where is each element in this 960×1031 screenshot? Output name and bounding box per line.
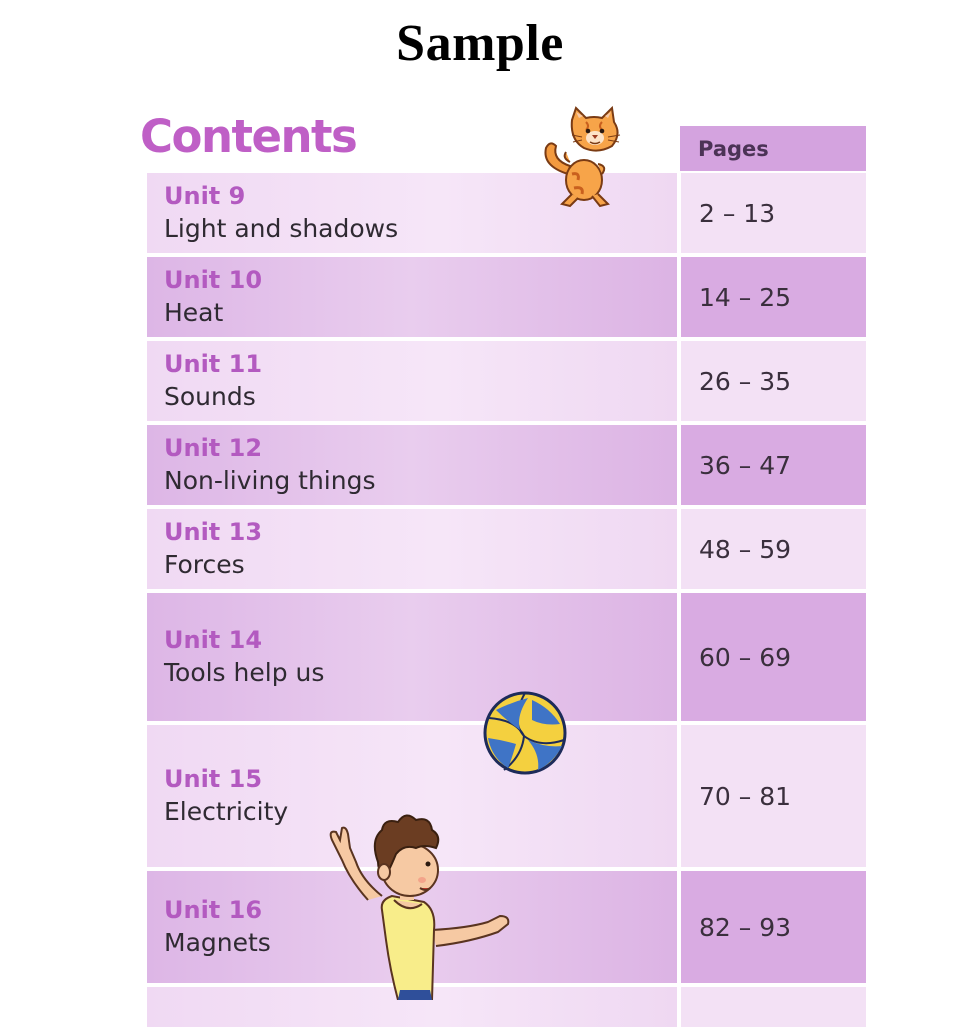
- unit-cell: [147, 509, 677, 589]
- volleyball-illustration: [482, 690, 568, 776]
- unit-title: Sounds: [164, 382, 256, 411]
- unit-cell: [147, 593, 677, 721]
- unit-title: Electricity: [164, 797, 289, 826]
- unit-number: Unit 9: [164, 182, 246, 210]
- cat-illustration: [528, 104, 638, 212]
- page-range: 70 – 81: [681, 725, 866, 867]
- pages-column-header: Pages: [680, 126, 866, 171]
- sample-watermark: Sample: [396, 15, 564, 72]
- table-row: [147, 509, 866, 589]
- boy-illustration: [320, 800, 525, 1000]
- unit-cell: [147, 425, 677, 505]
- unit-number: Unit 12: [164, 434, 263, 462]
- page-range: 60 – 69: [681, 593, 866, 721]
- unit-title: Forces: [164, 550, 245, 579]
- unit-number: Unit 10: [164, 266, 263, 294]
- page-title: Contents: [140, 110, 357, 163]
- unit-number: Unit 11: [164, 350, 263, 378]
- page-range: 14 – 25: [681, 257, 866, 337]
- unit-title: Non-living things: [164, 466, 376, 495]
- unit-number: Unit 14: [164, 626, 263, 654]
- page-range: 26 – 35: [681, 341, 866, 421]
- table-row: [147, 425, 866, 505]
- page-range: 48 – 59: [681, 509, 866, 589]
- table-row: [147, 257, 866, 337]
- unit-title: Magnets: [164, 928, 271, 957]
- unit-number: Unit 13: [164, 518, 263, 546]
- page-range: 82 – 93: [681, 871, 866, 983]
- unit-title: Light and shadows: [164, 214, 399, 243]
- unit-cell: [147, 341, 677, 421]
- unit-number: Unit 16: [164, 896, 263, 924]
- table-row: [147, 173, 866, 253]
- unit-cell: [147, 257, 677, 337]
- table-row: [147, 341, 866, 421]
- unit-number: Unit 15: [164, 765, 263, 793]
- unit-title: Heat: [164, 298, 224, 327]
- page-range: 2 – 13: [681, 173, 866, 253]
- page-range: [681, 987, 866, 1027]
- unit-title: Tools help us: [164, 658, 325, 687]
- page-range: 36 – 47: [681, 425, 866, 505]
